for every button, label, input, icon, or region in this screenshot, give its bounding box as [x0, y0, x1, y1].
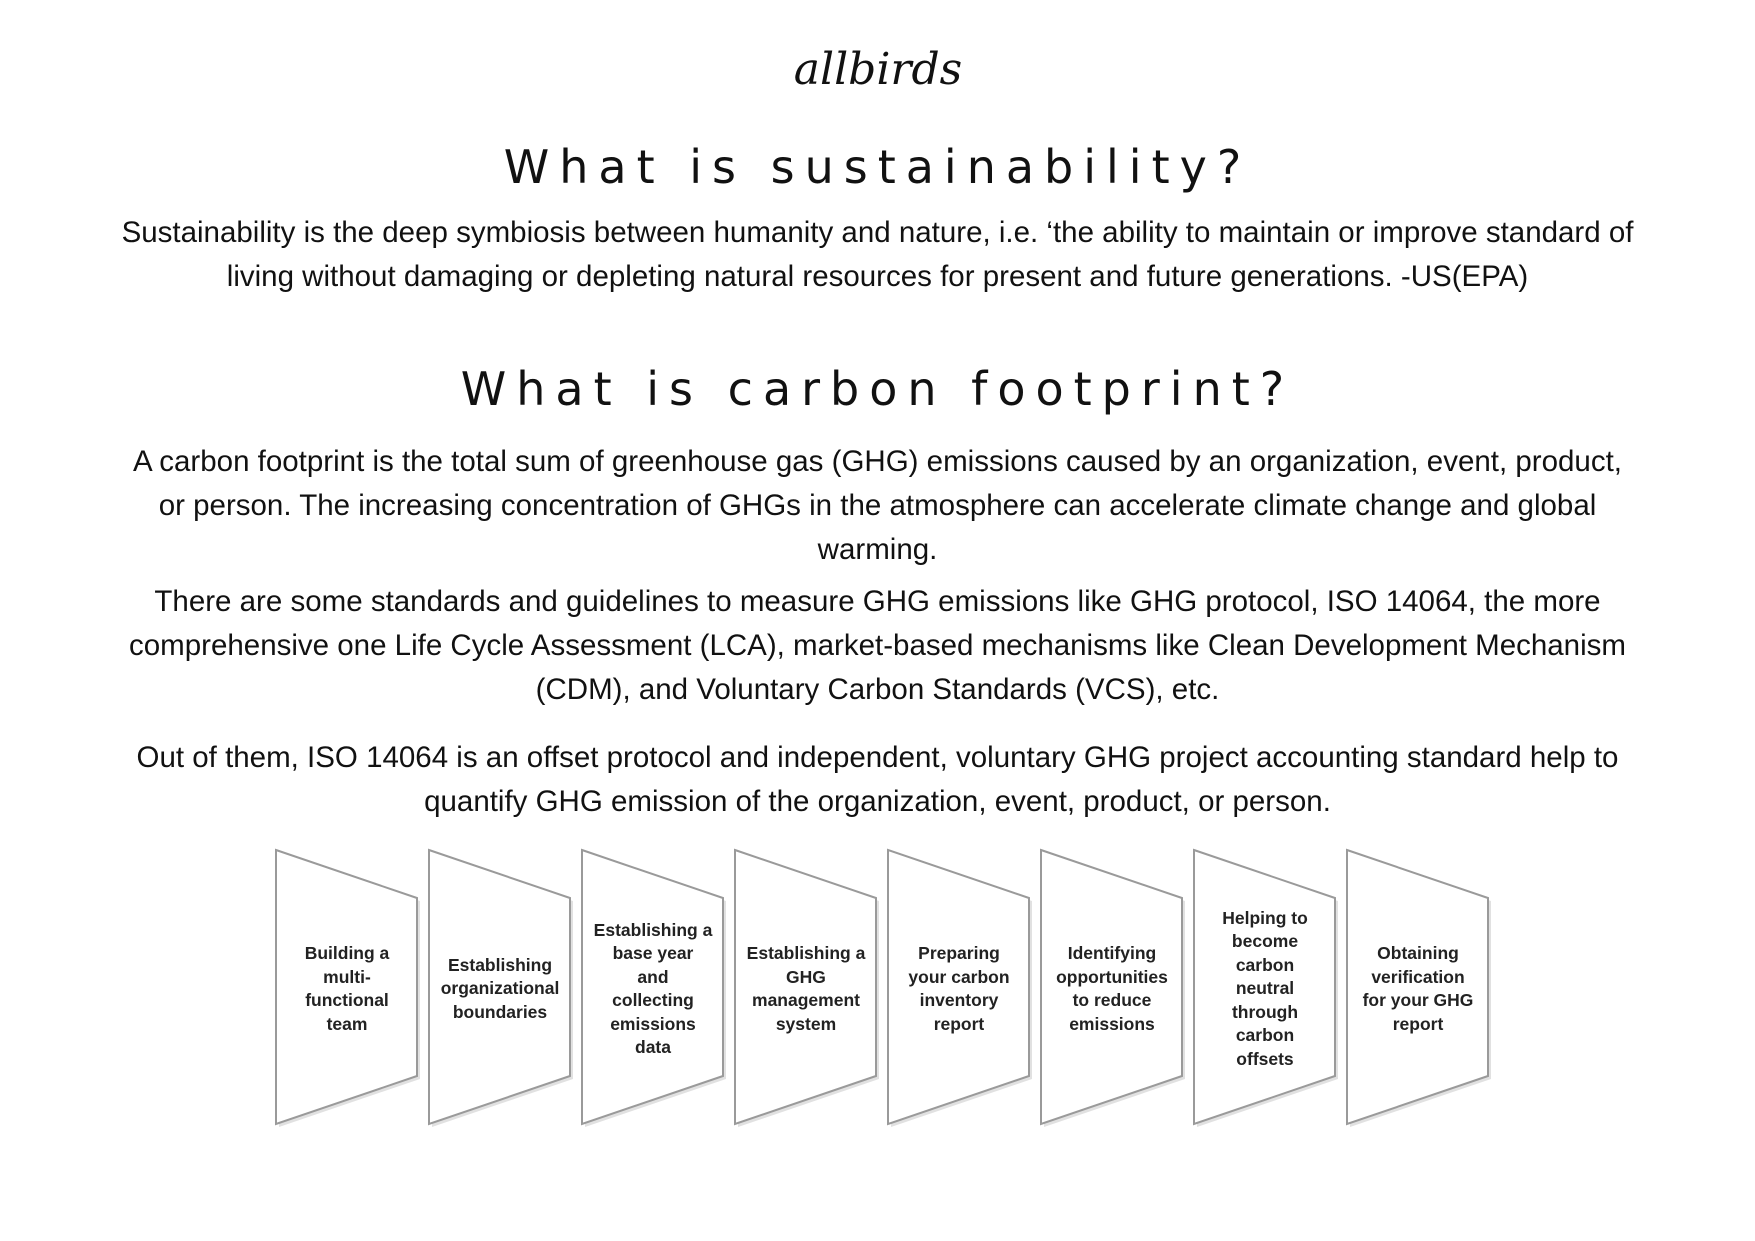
process-step-label: Identifying opportunities to reduce emissions — [1056, 943, 1168, 1034]
process-step-6 — [1037, 848, 1187, 1130]
process-step-3 — [578, 848, 728, 1130]
svg-text:allbirds: allbirds — [793, 44, 962, 95]
heading-carbon-footprint: What is carbon footprint? — [460, 362, 1295, 416]
process-step-8 — [1343, 848, 1493, 1130]
process-step-label: Helping to become carbon neutral through carbon offsets — [1222, 907, 1308, 1069]
process-step-label: Establishing a GHG management system — [746, 943, 866, 1034]
paragraph-ghg-standards: There are some standards and guidelines to measure GHG emissions like GHG protocol, ISO 14064, the more comprehensive one Life Cycle Assessment (LCA), market-based mechanisms like Clean Development Mechanism (CDM), and Voluntary Carbon Standards (VCS), etc. — [129, 585, 1626, 706]
process-step-label: Building a multi- functional team — [304, 943, 390, 1034]
process-step-label: Establishing a base year and collecting emissions data — [593, 919, 713, 1057]
process-step-label: Preparing your carbon inventory report — [908, 943, 1010, 1034]
heading-sustainability: What is sustainability? — [503, 140, 1252, 194]
process-step-2 — [425, 848, 575, 1130]
allbirds-logo-icon — [778, 40, 978, 112]
brand-logo — [0, 40, 1755, 116]
paragraph-iso-14064: Out of them, ISO 14064 is an offset protocol and independent, voluntary GHG project accounting standard help to quantify GHG emission of the organization, event, product, or person. — [136, 741, 1619, 818]
paragraph-sustainability-definition: Sustainability is the deep symbiosis between humanity and nature, i.e. ‘the ability to maintain or improve standard of living without damaging or depleting natural resources for present and future generations. -US(EPA) — [121, 216, 1634, 293]
process-step-7 — [1190, 848, 1340, 1130]
process-step-label: Obtaining verification for your GHG report — [1362, 943, 1474, 1034]
ghg-process-flow — [272, 848, 1498, 1130]
process-step-1 — [272, 848, 422, 1130]
process-step-label: Establishing organizational boundaries — [440, 954, 560, 1022]
paragraph-carbon-footprint-definition: A carbon footprint is the total sum of greenhouse gas (GHG) emissions caused by an organization, event, product, or person. The increasing concentration of GHGs in the atmosphere can accelerate climate change and global warming. — [133, 445, 1622, 566]
process-step-5 — [884, 848, 1034, 1130]
process-step-4 — [731, 848, 881, 1130]
